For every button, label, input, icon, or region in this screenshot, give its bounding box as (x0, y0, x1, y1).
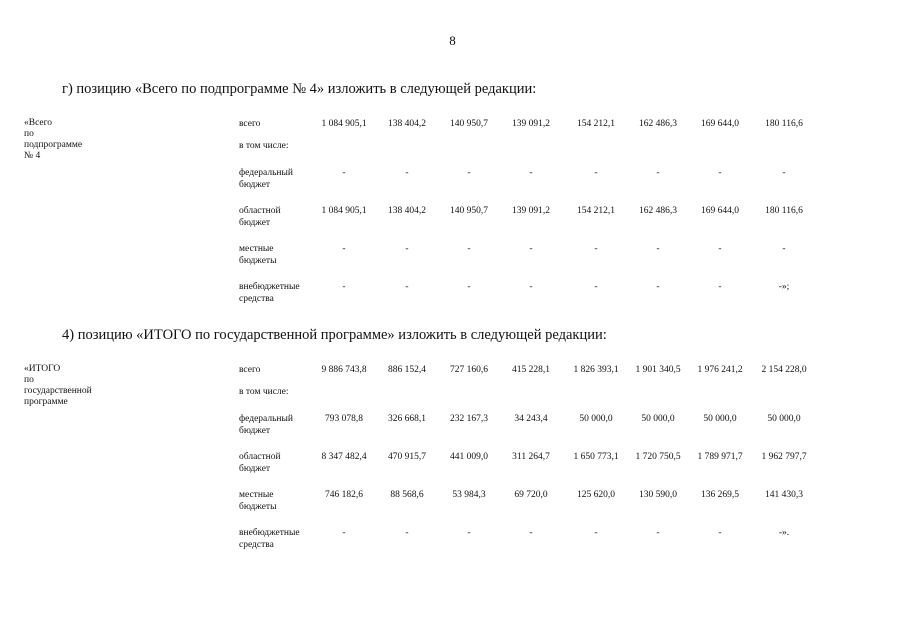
amount-cell: 139 091,2 (512, 206, 550, 216)
amount-cell: - (529, 244, 533, 254)
amount-cell: -». (778, 528, 790, 538)
amount-cell: - (718, 282, 722, 292)
amount-cell: - (467, 528, 471, 538)
amount-cell: 232 167,3 (450, 414, 488, 424)
amount-cell: 793 078,8 (325, 414, 363, 424)
amount-cell: 125 620,0 (577, 490, 615, 500)
amount-cell: - (656, 244, 660, 254)
amount-cell: - (405, 282, 409, 292)
amount-cell: - (405, 244, 409, 254)
amount-cell: 50 000,0 (703, 414, 737, 424)
position-label: «ИТОГО по государственной программе (24, 364, 92, 407)
amount-cell: 50 000,0 (767, 414, 801, 424)
funding-category: внебюджетные средства (239, 282, 300, 304)
amount-cell: - (405, 168, 409, 178)
section-g-heading: г) позицию «Всего по подпрограмме № 4» изложить в следующей редакции: (62, 81, 537, 97)
amount-cell: - (782, 168, 786, 178)
amount-cell: - (656, 168, 660, 178)
amount-cell: - (342, 528, 346, 538)
amount-cell: - (467, 168, 471, 178)
amount-cell: - (342, 168, 346, 178)
amount-cell: 1 901 340,5 (635, 365, 681, 375)
amount-cell: 139 091,2 (512, 119, 550, 129)
amount-cell: 1 084 905,1 (321, 206, 367, 216)
amount-cell: 50 000,0 (641, 414, 675, 424)
amount-cell: 138 404,2 (388, 206, 426, 216)
amount-cell: - (718, 244, 722, 254)
amount-cell: 180 116,6 (765, 206, 803, 216)
amount-cell: - (529, 528, 533, 538)
amount-cell: 441 009,0 (450, 452, 488, 462)
amount-cell: 727 160,6 (450, 365, 488, 375)
amount-cell: 886 152,4 (388, 365, 426, 375)
amount-cell: 34 243,4 (514, 414, 548, 424)
amount-cell: 326 668,1 (388, 414, 426, 424)
amount-cell: 69 720,0 (514, 490, 548, 500)
page-number: 8 (449, 33, 456, 48)
amount-cell: 415 228,1 (512, 365, 550, 375)
amount-cell: 162 486,3 (639, 119, 677, 129)
amount-cell: 1 962 797,7 (761, 452, 807, 462)
amount-cell: 1 084 905,1 (321, 119, 367, 129)
amount-cell: - (782, 244, 786, 254)
amount-cell: 1 789 971,7 (697, 452, 743, 462)
amount-cell: - (594, 168, 598, 178)
funding-category: местные бюджеты (239, 490, 277, 512)
amount-cell: 311 264,7 (512, 452, 550, 462)
amount-cell: 140 950,7 (450, 119, 488, 129)
amount-cell: 141 430,3 (765, 490, 803, 500)
funding-category: в том числе: (239, 141, 289, 151)
funding-category: внебюджетные средства (239, 528, 300, 550)
amount-cell: 1 650 773,1 (573, 452, 619, 462)
position-label: «Всего по подпрограмме № 4 (24, 118, 83, 161)
amount-cell: 136 269,5 (701, 490, 739, 500)
amount-cell: - (529, 282, 533, 292)
amount-cell: 50 000,0 (579, 414, 613, 424)
amount-cell: - (594, 528, 598, 538)
amount-cell: 8 347 482,4 (321, 452, 367, 462)
amount-cell: - (342, 244, 346, 254)
amount-cell: - (529, 168, 533, 178)
amount-cell: 154 212,1 (577, 206, 615, 216)
amount-cell: 162 486,3 (639, 206, 677, 216)
funding-category: областной бюджет (239, 452, 281, 474)
amount-cell: - (342, 282, 346, 292)
amount-cell: - (405, 528, 409, 538)
amount-cell: 1 976 241,2 (697, 365, 743, 375)
amount-cell: 1 826 393,1 (573, 365, 619, 375)
amount-cell: 140 950,7 (450, 206, 488, 216)
amount-cell: - (656, 282, 660, 292)
amount-cell: 169 644,0 (701, 206, 739, 216)
amount-cell: 1 720 750,5 (635, 452, 681, 462)
amount-cell: - (718, 528, 722, 538)
funding-category: федеральный бюджет (239, 414, 293, 436)
amount-cell: 154 212,1 (577, 119, 615, 129)
amount-cell: 169 644,0 (701, 119, 739, 129)
funding-category: всего (239, 365, 261, 375)
amount-cell: 180 116,6 (765, 119, 803, 129)
section-4-heading: 4) позицию «ИТОГО по государственной программе» изложить в следующей редакции: (62, 327, 607, 343)
amount-cell: - (467, 244, 471, 254)
amount-cell: - (656, 528, 660, 538)
funding-category: всего (239, 119, 261, 129)
amount-cell: 88 568,6 (390, 490, 424, 500)
amount-cell: - (467, 282, 471, 292)
amount-cell: 746 182,6 (325, 490, 363, 500)
amount-cell: 138 404,2 (388, 119, 426, 129)
funding-category: местные бюджеты (239, 244, 277, 266)
amount-cell: 53 984,3 (452, 490, 486, 500)
funding-category: областной бюджет (239, 206, 281, 228)
amount-cell: 2 154 228,0 (761, 365, 807, 375)
amount-cell: 470 915,7 (388, 452, 426, 462)
amount-cell: 130 590,0 (639, 490, 677, 500)
funding-category: в том числе: (239, 387, 289, 397)
amount-cell: - (594, 244, 598, 254)
funding-category: федеральный бюджет (239, 168, 293, 190)
amount-cell: - (718, 168, 722, 178)
amount-cell: - (594, 282, 598, 292)
amount-cell: 9 886 743,8 (321, 365, 367, 375)
amount-cell: -»; (778, 282, 790, 292)
